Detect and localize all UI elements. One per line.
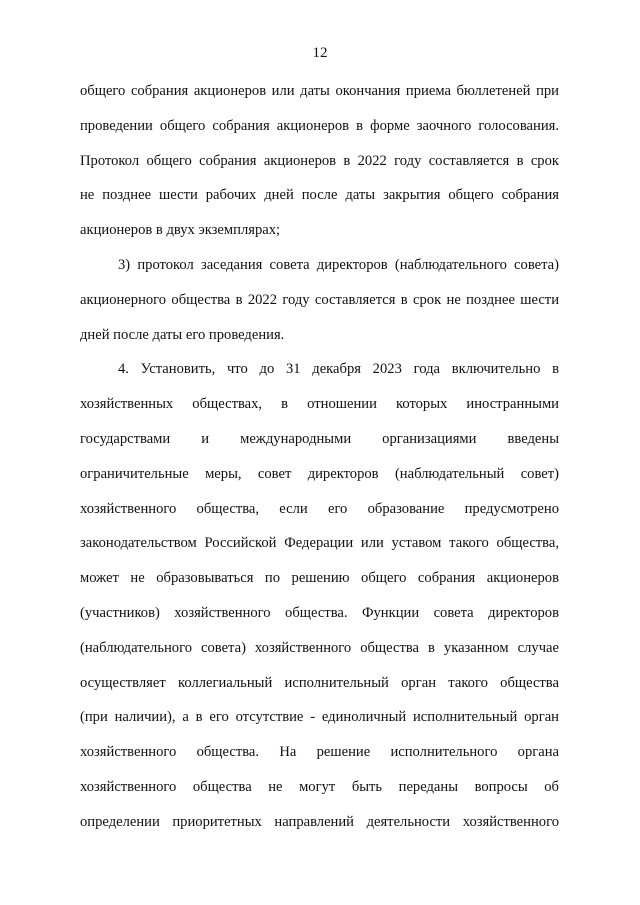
text-line: 3) протокол заседания совета директоров (наблюдательного совета) bbox=[118, 256, 559, 273]
text-line: хозяйственного общества не могут быть переданы вопросы об bbox=[80, 778, 559, 795]
text-line: может не образовываться по решению общего собрания акционеров bbox=[80, 570, 559, 587]
text-line: ограничительные меры, совет директоров (наблюдательный совет) bbox=[80, 465, 559, 482]
text-line: хозяйственного общества, если его образование предусмотрено bbox=[80, 500, 559, 517]
text-line: общего собрания акционеров или даты окончания приема бюллетеней при bbox=[80, 83, 559, 99]
text-line: хозяйственных обществах, в отношении которых иностранными bbox=[80, 396, 559, 413]
text-line: государствами и международными организациями введены bbox=[80, 430, 559, 447]
text-line: акционерного общества в 2022 году составляется в срок не позднее шести bbox=[80, 291, 559, 308]
text-line: хозяйственного общества. На решение исполнительного органа bbox=[80, 744, 559, 761]
text-line: акционеров в двух экземплярах; bbox=[80, 222, 281, 239]
text-line: Протокол общего собрания акционеров в 2022 году составляется в срок bbox=[80, 152, 559, 169]
text-line: не позднее шести рабочих дней после даты закрытия общего собрания bbox=[80, 187, 559, 204]
document-body bbox=[80, 74, 559, 840]
text-line: осуществляет коллегиальный исполнительный орган такого общества bbox=[80, 674, 559, 691]
text-line: определении приоритетных направлений деятельности хозяйственного bbox=[80, 813, 559, 830]
text-line: дней после даты его проведения. bbox=[80, 326, 285, 343]
text-line: проведении общего собрания акционеров в форме заочного голосования. bbox=[80, 117, 559, 134]
text-line: законодательством Российской Федерации или уставом такого общества, bbox=[80, 535, 559, 552]
page-number: 12 bbox=[312, 45, 328, 61]
text-line: (наблюдательного совета) хозяйственного общества в указанном случае bbox=[80, 639, 559, 656]
text-line: (при наличии), а в его отсутствие - единоличный исполнительный орган bbox=[80, 709, 559, 726]
text-line: 4. Установить, что до 31 декабря 2023 года включительно в bbox=[118, 361, 559, 378]
text-line: (участников) хозяйственного общества. Функции совета директоров bbox=[80, 604, 559, 621]
